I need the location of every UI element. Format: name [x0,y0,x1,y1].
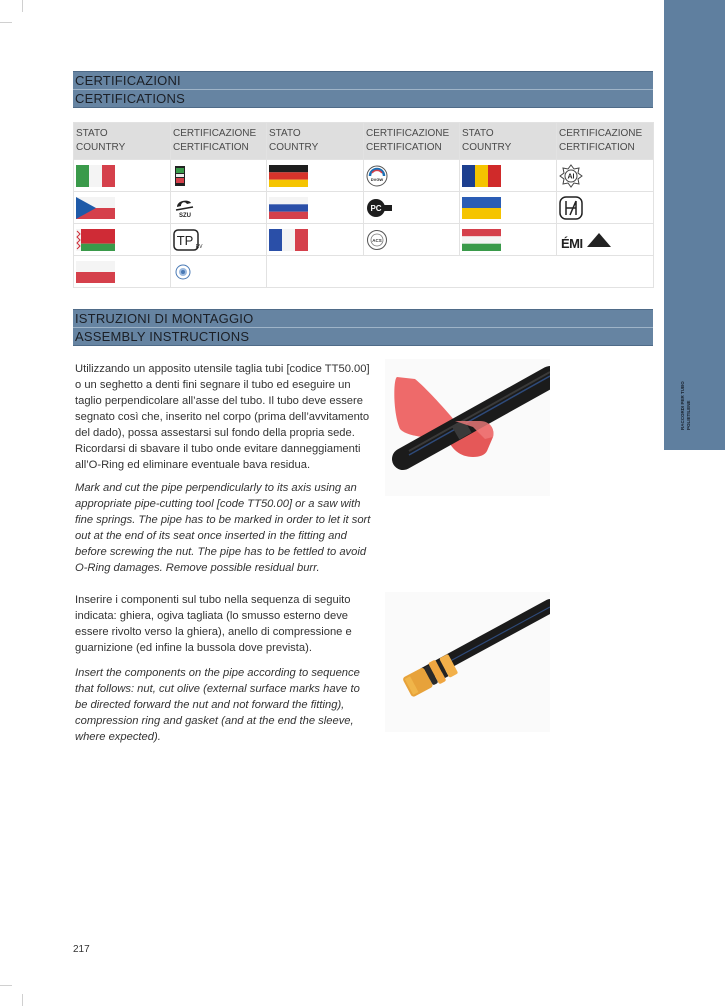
empty-cell [267,256,654,288]
table-row [74,256,654,288]
column-header: CERTIFICAZIONE CERTIFICATION [557,123,654,160]
table-header-row [74,123,654,160]
step2-italian-text: Inserire i componenti sul tubo nella sequenza di seguito indicata: ghiera, ogiva tagliata (lo smusso esterno deve essere rivolto verso la ghiera), anello di compressione e guarnizione (ed infine la bussola dove prevista). [75,594,352,654]
logo-cell [364,192,460,224]
czech-flag-icon [76,197,115,219]
logo-cell [557,160,654,192]
flag-cell [74,160,171,192]
hungary-flag-icon [462,229,501,251]
russia-flag-icon [269,197,308,219]
poland-flag-icon [76,261,115,283]
flag-cell [267,192,364,224]
flag-cell [460,224,557,256]
svg-text:ACS: ACS [372,237,382,243]
table-row [74,224,654,256]
step2-english-text: Insert the components on the pipe according to sequence that follows: nut, cut olive (external surface marks have to be directed forward the nut and not forward the fitting), compression ring and gasket (and at the end the sleeve, where expected). [75,667,360,743]
svg-text:RV: RV [195,243,203,250]
svg-text:PC: PC [370,203,382,213]
flag-cell [460,192,557,224]
svg-text:ÉMI: ÉMI [561,235,583,251]
crop-mark [0,22,12,23]
column-header: CERTIFICAZIONE CERTIFICATION [364,123,460,160]
ukraine-flag-icon [462,197,501,219]
svg-text:DVGW: DVGW [370,176,384,182]
chapter-tab [664,0,725,450]
section-title-it: CERTIFICAZIONI [75,73,181,88]
pipe-cutting-image [385,359,550,496]
germany-flag-icon [269,165,308,187]
logo-cell [557,192,654,224]
logo-cell [364,224,460,256]
pzh-certification-icon [173,262,193,282]
flag-cell [267,160,364,192]
logo-cell [557,224,654,256]
crop-mark [0,985,12,986]
table-row [74,160,654,192]
table-row [74,192,654,224]
ukrsepro-certification-icon [559,196,583,220]
column-header: CERTIFICAZIONE CERTIFICATION [171,123,267,160]
flag-cell [74,256,171,288]
acs-certification-icon [366,229,388,251]
column-header: STATO COUNTRY [267,123,364,160]
logo-cell [364,160,460,192]
emi-certification-icon [559,229,611,251]
romania-flag-icon [462,165,501,187]
step1-italian-text: Utilizzando un apposito utensile taglia tubi [codice TT50.00] o un seghetto a denti fini segnare il tubo ed eseguire un taglio perpendicolare all’asse del tubo. Il tubo deve essere segnato così che, inserito nel corpo (prima dell’avvitamento del dado), possa assestarsi sul fondo della propria sede. Ricordarsi di sbavare il tubo onde evitare danneggiamenti all’O-Ring ed eliminare eventuale bava residua. [75,363,370,471]
certifications-header [73,71,653,108]
components-insertion-image [385,592,550,732]
section-title-it: ISTRUZIONI DI MONTAGGIO [75,311,254,326]
ai-certification-icon [559,164,583,188]
column-header: STATO COUNTRY [460,123,557,160]
belarus-flag-icon [76,229,115,251]
flag-cell [74,224,171,256]
flag-cell [267,224,364,256]
svg-text:AI: AI [567,173,575,180]
flag-cell [460,160,557,192]
section-title-en: ASSEMBLY INSTRUCTIONS [73,327,653,345]
italy-flag-icon [76,165,115,187]
crop-mark [22,0,23,12]
section-title-en: CERTIFICATIONS [73,89,653,107]
logo-cell [171,192,267,224]
logo-cell [171,160,267,192]
certifications-table [73,122,654,288]
chapter-tab-label: RACCORDI PER TUBO POLIETILENE [680,381,691,430]
step1-english-text: Mark and cut the pipe perpendicularly to its axis using an appropriate pipe-cutting tool [code TT50.00] or a saw with fine springs. The pipe has to be marked in order to let it sort out at the end of its seat once inserted in the fitting and before screwing the nut. The pipe has to be fettled to avoid O-Ring damages. Remove possible residual burr. [75,482,371,574]
iip-certification-icon [173,165,187,187]
flag-cell [74,192,171,224]
france-flag-icon [269,229,308,251]
page-number: 217 [73,944,90,955]
pct-certification-icon [366,197,394,219]
dvgw-certification-icon [366,165,388,187]
szu-certification-icon [173,197,197,219]
logo-cell [171,256,267,288]
svg-text:SZU: SZU [179,212,191,219]
logo-cell [171,224,267,256]
assembly-header [73,309,653,346]
svg-text:TP: TP [176,232,194,248]
crop-mark [22,994,23,1006]
column-header: STATO COUNTRY [74,123,171,160]
tp-certification-icon [173,229,203,251]
